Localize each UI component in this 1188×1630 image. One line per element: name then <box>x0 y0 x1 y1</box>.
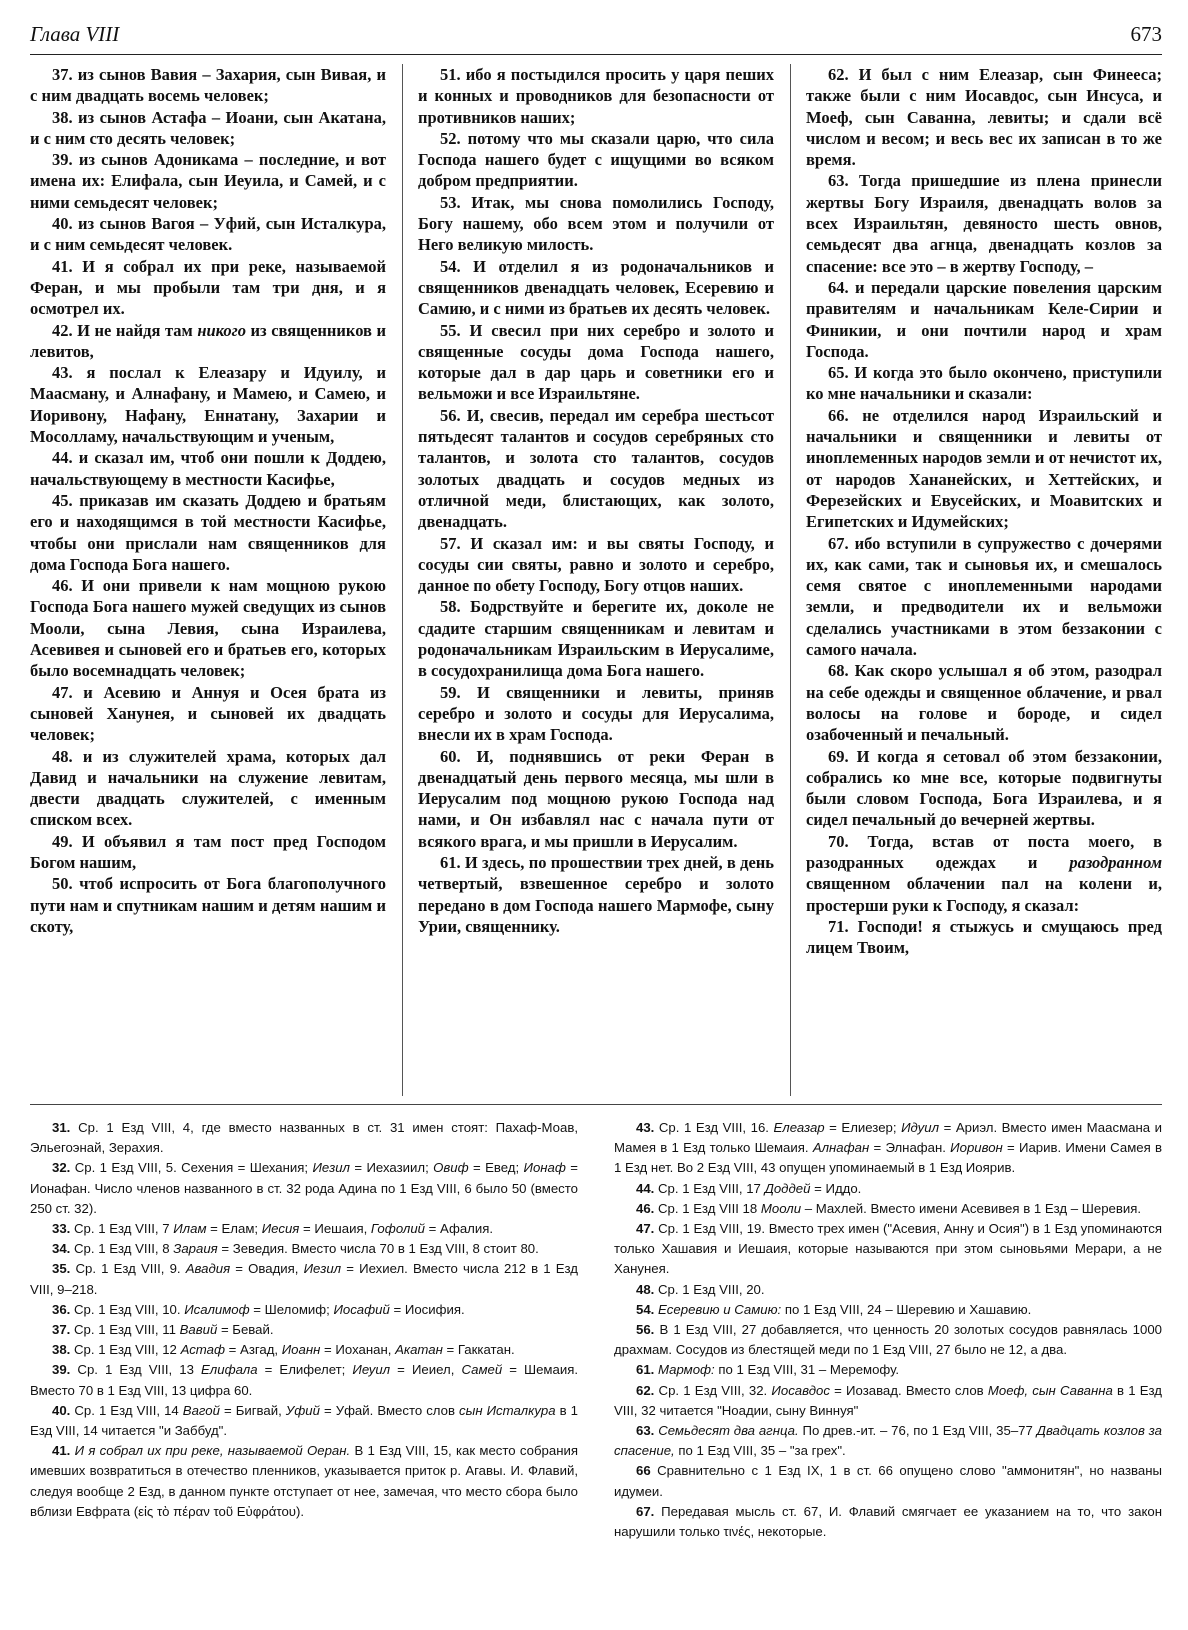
footnote-text: Ср. 1 Езд VIII, 13 <box>77 1362 202 1378</box>
verse <box>806 746 1162 831</box>
verse-text: и Асевию и Аннуя и Осея брата из сыновей Ханунея, и сыновей их двадцать человек; <box>30 682 386 745</box>
verse-text: из священников и левитов, <box>30 320 387 361</box>
footnote-text: Елеазар <box>773 1120 825 1135</box>
verse-number: 63. <box>828 171 849 191</box>
footnote-text: = Афалия. <box>425 1221 494 1237</box>
footnote-text: = Иосифия. <box>389 1301 465 1317</box>
footnote-text: = Иозавад. Вместо слов <box>829 1382 988 1398</box>
verse-text: Как скоро услышал я об этом, разодрал на себе одежды и священное облачение, и рвал волосы на голове и бороде, и сидел озабоченный и печальный. <box>806 661 1162 745</box>
footnote-number: 67. <box>636 1503 655 1519</box>
footnote-text: Ср. 1 Езд VIII, 8 <box>74 1241 174 1257</box>
column-divider <box>402 64 403 1096</box>
footnote-text: Сравнительно с 1 Езд IX, 1 в ст. 66 опущено слово "аммонитян", но названы идумеи. <box>614 1463 1162 1499</box>
verse-number: 60. <box>440 746 461 766</box>
footnote-text: сын Исталкура <box>459 1402 556 1418</box>
verse-text: И был с ним Елеазар, сын Финееса; также были с ним Иосавдос, сын Инсуса, и Моеф, сын Саванна, левиты; и сдали всё числом и весом; и весь вес их записан в то же время. <box>806 65 1162 170</box>
footnote-text: = Елифелет; <box>257 1362 353 1378</box>
verse-number: 69. <box>828 746 849 766</box>
text-column-2 <box>418 64 774 937</box>
footnote <box>614 1280 1162 1300</box>
page-number: 673 <box>1130 22 1162 46</box>
verse <box>418 533 774 597</box>
footnote-text: = Зеведия. Вместо числа 70 в 1 Езд VIII, 8 стоит 80. <box>217 1241 539 1257</box>
verse-number: 51. <box>440 65 461 84</box>
footnote-text: = Овадия, <box>230 1261 304 1277</box>
verse <box>806 170 1162 276</box>
verse-number: 61. <box>440 852 461 872</box>
verse-text: ибо вступили в супружество с дочерями их, как сами, так и сыновья их, и смешалось семя святое с иноплеменными народами земли, и предводители их и вельможи сделались участниками в этом беззаконии с самого начала. <box>806 533 1163 660</box>
verse <box>806 660 1162 745</box>
verse <box>418 682 774 746</box>
verse-text: и из служителей храма, которых дал Давид и начальники на служение левитам, двести двадцать служителей, с именным списком всех. <box>30 746 386 830</box>
verse-number: 45. <box>52 490 73 510</box>
footnote-text: = Шеломиф; <box>249 1301 334 1317</box>
footnote-text: Ср. 1 Езд VIII, 11 <box>74 1322 180 1338</box>
verse-text: священном облачении пал на колени и, простерши руки к Господу, я сказал: <box>806 874 1162 915</box>
verse-text: никого <box>197 320 246 340</box>
footnote-number: 36. <box>52 1301 71 1317</box>
verse-text: из сынов Вавия – Захария, сын Вивая, и с ним двадцать восемь человек; <box>30 65 386 106</box>
verse <box>418 128 774 192</box>
footnote-text: Идуил <box>901 1120 940 1135</box>
footnote-text: Мооли <box>760 1200 802 1216</box>
footnote-number: 39. <box>52 1362 71 1378</box>
footnote-text: по 1 Езд VIII, 31 – Меремофу. <box>714 1362 900 1378</box>
verse-text: И, свесив, передал им серебра шестьсот пятьдесят талантов и сосудов серебряных сто талантов, и золота сто талантов, сосудов золотых двадцать и сосудов медных из отличной меди, блистающих, как золото, двенадцать. <box>418 405 774 532</box>
verse <box>30 873 386 937</box>
verse <box>806 277 1162 362</box>
footnote <box>30 1340 578 1360</box>
verse <box>30 447 386 490</box>
footnote-text: Иосафий <box>333 1301 390 1317</box>
verse <box>30 320 386 363</box>
verse-text: из сынов Вагоя – Уфий, сын Исталкура, и с ним семьдесят человек. <box>30 214 387 255</box>
footnote-text: Илам <box>173 1221 207 1237</box>
footnote-number: 37. <box>52 1322 71 1338</box>
footnote-text: Ср. 1 Езд VIII, 5. Сехения = Шехания; <box>74 1160 313 1176</box>
footnote-text: Иесия <box>261 1221 300 1237</box>
footnote-text: Ср. 1 Езд VIII, 10. <box>74 1301 185 1317</box>
footnote-number: 32. <box>52 1160 71 1176</box>
footnote <box>30 1118 578 1158</box>
verse <box>30 107 386 150</box>
footnote-number: 44. <box>636 1180 655 1196</box>
footnote-text: Елифала <box>201 1362 258 1378</box>
footnote <box>614 1179 1162 1199</box>
main-text <box>30 64 1162 1090</box>
verse-text: Господи! я стыжусь и смущаюсь пред лицем Твоим, <box>806 916 1163 958</box>
footnotes-right <box>614 1118 1162 1542</box>
verse-number: 59. <box>440 682 461 702</box>
verse-text: и передали царские повеления царским правителям и начальникам Келе-Сирии и Финикии, и они почтили народ и храм Господа. <box>806 277 1162 361</box>
verse-number: 40. <box>52 214 73 234</box>
verse-number: 68. <box>828 661 849 681</box>
footnote <box>614 1118 1162 1179</box>
verse-number: 46. <box>52 576 73 596</box>
verse <box>30 490 386 575</box>
footnote-text: Иоривон <box>950 1140 1003 1156</box>
footnote-text: Иезил <box>312 1160 350 1176</box>
verse <box>30 746 386 831</box>
verse-number: 49. <box>52 831 73 851</box>
footnote-text: В 1 Езд VIII, 15, как место собрания имевших возвратиться в отечество пленников, указывается приток р. Агавы. И. Флавий, следуя вообще 2 Езд, в данном пункте отступает от нее, замечая, что место сбора было вблизи Евфрата (εἰς τὸ πέραν τοῦ Εὐφράτου). <box>30 1443 578 1519</box>
footnote-text: Иеуил <box>352 1362 391 1378</box>
footnotes-rule <box>30 1104 1162 1105</box>
text-column-3 <box>806 64 1162 958</box>
verse-text: я послал к Елеазару и Идуилу, и Маасману, и Алнафану, и Мамею, и Самею, и Иоривону, Нафану, Еннатану, Захарии и Мосолламу, начальствующим и ученым, <box>30 363 387 447</box>
footnote-text: = Элнафан. <box>869 1140 951 1156</box>
verse-text: Итак, мы снова помолились Господу, Богу нашему, обо всем этом и получили от Него великую милость. <box>418 192 774 255</box>
verse-number: 39. <box>52 150 73 170</box>
verse <box>418 596 774 681</box>
verse-number: 66. <box>828 405 849 425</box>
footnote-text: = Бевай. <box>217 1322 274 1338</box>
footnote-text: = Азгад, <box>225 1342 282 1358</box>
verse <box>418 320 774 405</box>
footnote-text: = Елиезер; <box>824 1120 902 1135</box>
footnote-number: 54. <box>636 1301 655 1317</box>
footnote <box>614 1421 1162 1461</box>
footnote-text: = Гаккатан. <box>442 1342 515 1358</box>
footnote <box>614 1381 1162 1421</box>
footnote-text: Вагой <box>182 1402 220 1418</box>
footnotes-left <box>30 1118 578 1522</box>
footnote-text: Гофолий <box>370 1221 426 1237</box>
verse-text: Тогда пришедшие из плена принесли жертвы Богу Израиля, двенадцать волов за всех Израильтян, девяносто шесть овнов, семьдесят два агнца, двенадцать козлов за спасение: все это – в жертву Господу, – <box>806 171 1163 276</box>
verse-text: И они привели к нам мощною рукою Господа Бога нашего мужей сведущих из сынов Мооли, сына Левия, сына Израилева, Асевивея и сыновей его и братьев его, которых было восемнадцать человек; <box>30 576 387 681</box>
verse-number: 47. <box>52 682 73 702</box>
footnote <box>614 1461 1162 1501</box>
footnote-number: 43. <box>636 1120 655 1135</box>
verse-number: 55. <box>440 320 461 340</box>
footnote-text: в 1 Езд VIII, 14 читается "и Заббуд". <box>30 1402 579 1439</box>
footnote-text: Зараия <box>173 1241 218 1257</box>
footnote <box>30 1158 578 1219</box>
verse-text: И сказал им: и вы святы Господу, и сосуды сии святы, равно и золото и серебро, данное по обету Господу, Богу отцов наших. <box>418 533 774 596</box>
verse-number: 58. <box>440 597 461 617</box>
footnote-text: Передавая мысль ст. 67, И. Флавий смягчает ее указанием на то, что закон нарушили только τινές, некоторые. <box>614 1503 1162 1540</box>
footnote <box>614 1502 1162 1542</box>
footnote-text: Двадцать козлов за спасение, <box>614 1423 1162 1459</box>
footnote-text: Алнафан <box>812 1140 870 1156</box>
footnote-text: Ср. 1 Езд VIII, 32. <box>658 1382 772 1398</box>
verse-text: ибо я постыдился просить у царя пеших и конных и проводников для безопасности от противников наших; <box>418 65 775 127</box>
footnote-text: = Иешаия, <box>299 1221 371 1237</box>
verse-text: потому что мы сказали царю, что сила Господа нашего будет с ищущими во всяком добром предприятии. <box>418 128 774 191</box>
verse-text: разодранном <box>1069 852 1162 872</box>
footnote <box>614 1320 1162 1360</box>
footnote-text: Ср. 1 Езд VIII, 16. <box>658 1120 774 1135</box>
footnote-number: 40. <box>52 1402 71 1418</box>
footnote-text: = Евед; <box>468 1160 524 1176</box>
footnote-text: Ср. 1 Езд VIII, 14 <box>74 1402 183 1418</box>
verse-text: И здесь, по прошествии трех дней, в день четвертый, взвешенное серебро и золото передано в дом Господа нашего Мармофе, сыну Урии, священнику. <box>418 852 775 936</box>
verse <box>30 575 386 681</box>
verse-text: не отделился народ Израильский и начальники и священники и левиты от иноплеменных народов земли и от нечистот их, от народов Хананейских, и Хеттейских, и Ферезейских и Евусейских, и Моавитских и Египетских и Идумейских; <box>806 405 1162 532</box>
verse-text: из сынов Адоникама – последние, и вот имена их: Елифала, сын Иеуила, и Самей, и с ними семьдесят человек; <box>30 150 386 212</box>
footnote-text: Ср. 1 Езд VIII, 17 <box>658 1180 765 1196</box>
verse-text: И отделил я из родоначальников и священников двенадцать человек, Есеревию и Самию, и с ними из братьев их десять человек. <box>418 256 774 319</box>
footnote <box>30 1401 578 1441</box>
verse-text: И не найдя там <box>77 320 198 340</box>
footnote <box>30 1320 578 1340</box>
footnote-text: Ср. 1 Езд VIII 18 <box>658 1200 761 1216</box>
verse <box>806 405 1162 533</box>
footnote-number: 33. <box>52 1221 71 1237</box>
footnote-text: Иосавдос <box>771 1382 830 1398</box>
verse-text: И когда это было окончено, приступили ко мне начальники и сказали: <box>806 363 1162 404</box>
verse-text: И священники и левиты, приняв серебро и золото и сосуды для Иерусалима, внесли их в храм Господа. <box>418 682 775 745</box>
footnote-number: 62. <box>636 1382 655 1398</box>
footnote-text: = Иддо. <box>810 1180 862 1196</box>
verse <box>418 746 774 852</box>
footnote-text: Мармоф: <box>658 1362 715 1378</box>
verse-number: 52. <box>440 128 461 148</box>
footnote-text: Иоанн <box>281 1342 321 1358</box>
footnote <box>614 1300 1162 1320</box>
footnote-text: = Елам; <box>206 1221 262 1237</box>
footnote-text: Самей <box>461 1362 503 1378</box>
footnote-text: По древ.-ит. – 76, по 1 Езд VIII, 35–77 <box>798 1423 1037 1439</box>
footnote-text: Ср. 1 Езд VIII, 7 <box>74 1221 174 1237</box>
footnote-text: Ср. 1 Езд VIII, 19. Вместо трех имен ("Асевия, Анну и Осия") в 1 Езд упоминаются только Хашавия и Иешаия, которые называются при этом сыновьями Мерари, а не Ханунея. <box>614 1221 1162 1277</box>
footnote-text: Ионаф <box>523 1160 566 1176</box>
footnote-text: Доддей <box>764 1180 811 1196</box>
verse-number: 42. <box>52 320 73 340</box>
footnote-text: по 1 Езд VIII, 35 – "за грех". <box>674 1443 846 1459</box>
footnote-text: В 1 Езд VIII, 27 добавляется, что ценность 20 золотых сосудов равнялась 1000 драхмам. Сосудов из блестящей меди по 1 Езд VIII, 27 было не 12, а два. <box>614 1322 1162 1358</box>
footnote-text: Есеревию и Самию: <box>658 1301 782 1317</box>
verse-number: 71. <box>828 916 849 936</box>
verse <box>30 362 386 447</box>
footnote-text: по 1 Езд VIII, 24 – Шеревию и Хашавию. <box>781 1301 1032 1317</box>
footnote-number: 38. <box>52 1342 71 1358</box>
verse <box>418 64 774 128</box>
footnote-text: И я собрал их при реке, называемой Оеран. <box>74 1443 351 1459</box>
verse <box>418 192 774 256</box>
verse <box>30 213 386 256</box>
text-column-1 <box>30 64 386 937</box>
verse <box>418 852 774 937</box>
verse-text: И свесил при них серебро и золото и священные сосуды дома Господа нашего, которые дал в дар царь и советники его и вельможи и все Израильтяне. <box>418 320 775 404</box>
footnote <box>614 1199 1162 1219</box>
footnote-text: Ср. 1 Езд VIII, 4, где вместо названных в ст. 31 имен стоят: Пахаф-Моав, Эльегоэнай, Зерахия. <box>30 1120 578 1156</box>
verse-text: И, поднявшись от реки Феран в двенадцатый день первого месяца, мы шли в Иерусалим под мощною рукою Господа над нами, и Он избавлял нас с начала пути от всякого врага, и мы пришли в Иерусалим. <box>418 746 774 851</box>
footnote-text: Астаф <box>180 1342 225 1358</box>
footnote-number: 46. <box>636 1200 655 1216</box>
footnote-number: 61. <box>636 1362 655 1378</box>
footnote <box>30 1360 578 1400</box>
verse-number: 50. <box>52 874 73 894</box>
footnote-number: 48. <box>636 1281 655 1297</box>
verse <box>806 533 1162 661</box>
footnote-text: = Шемаия. Вместо 70 в 1 Езд VIII, 13 цифра 60. <box>30 1362 579 1398</box>
footnote-text: = Уфай. Вместо слов <box>319 1402 460 1418</box>
footnote-text: в 1 Езд VIII, 32 читается "Ноадии, сыну Виннуя" <box>614 1382 1162 1418</box>
footnote-text: = Иарив. Имени Самея в 1 Езд нет. Во 2 Езд VIII, 43 опущен упоминаемый в 1 Езд Иоярив. <box>614 1140 1162 1176</box>
verse-number: 37. <box>52 65 73 84</box>
footnote-text: Исалимоф <box>184 1301 250 1317</box>
footnote <box>30 1300 578 1320</box>
footnote-text: = Ионафан. Число членов названного в ст. 32 рода Адина по 1 Езд VIII, 6 было 50 (вместо 250 ст. 32). <box>30 1160 578 1216</box>
footnote-number: 66 <box>636 1463 651 1479</box>
verse-number: 67. <box>828 533 849 553</box>
footnote-text: Ср. 1 Езд VIII, 12 <box>74 1342 181 1358</box>
footnote-text: Ср. 1 Езд VIII, 20. <box>658 1281 765 1297</box>
column-divider <box>790 64 791 1096</box>
footnote-text: = Иехазиил; <box>350 1160 434 1176</box>
verse-number: 53. <box>440 192 461 212</box>
verse-number: 44. <box>52 448 73 468</box>
verse-number: 65. <box>828 363 849 383</box>
verse <box>806 831 1162 916</box>
verse-number: 38. <box>52 107 73 127</box>
footnote-text: = Иеиел, <box>390 1362 462 1378</box>
verse <box>30 149 386 213</box>
footnote-text: Уфий <box>285 1402 320 1418</box>
footnote-number: 34. <box>52 1241 71 1257</box>
verse <box>418 405 774 533</box>
footnote-text: Авадия <box>185 1261 231 1277</box>
verse-text: из сынов Астафа – Иоани, сын Акатана, и с ним сто десять человек; <box>30 107 386 148</box>
verse-number: 43. <box>52 363 73 383</box>
verse-number: 62. <box>828 65 849 84</box>
footnote-text: Семьдесят два агнца. <box>658 1423 799 1439</box>
footnote-text: = Иоханан, <box>320 1342 396 1358</box>
verse <box>806 362 1162 405</box>
verse <box>30 831 386 874</box>
footnote-number: 31. <box>52 1120 71 1135</box>
verse-number: 56. <box>440 405 461 425</box>
verse <box>806 64 1162 170</box>
footnote-number: 35. <box>52 1261 71 1277</box>
verse-text: чтоб испросить от Бога благополучного пути нам и спутникам нашим и детям нашим и скоту, <box>30 874 386 936</box>
footnote-text: Ср. 1 Езд VIII, 9. <box>75 1261 186 1277</box>
verse-number: 48. <box>52 746 73 766</box>
footnote <box>614 1219 1162 1280</box>
footnote-number: 47. <box>636 1221 655 1237</box>
verse-number: 41. <box>52 256 73 276</box>
footnote <box>614 1360 1162 1380</box>
verse-text: и сказал им, чтоб они пошли к Доддею, начальствующему в местности Касифье, <box>30 448 386 489</box>
chapter-title: Глава VIII <box>30 22 120 46</box>
verse-number: 70. <box>828 831 849 851</box>
footnote-text: – Махлей. Вместо имени Асевивея в 1 Езд – Шеревия. <box>801 1200 1142 1216</box>
footnote-text: Вавий <box>179 1322 218 1338</box>
footnote-text: Иезил <box>303 1261 342 1277</box>
verse-text: Бодрствуйте и берегите их, доколе не сдадите старшим священникам и левитам и родоначальникам Израильским в Иерусалиме, в сосудохранилища дома Бога нашего. <box>418 597 775 681</box>
footnote <box>30 1259 578 1299</box>
footnote-text: = Иехиел. Вместо числа 212 в 1 Езд VIII, 9–218. <box>30 1261 578 1297</box>
verse <box>418 256 774 320</box>
footnote-number: 41. <box>52 1443 71 1459</box>
footnote-text: = Ариэл. Вместо имен Маасмана и Мамея в 1 Езд только Шемаия. <box>614 1120 1162 1156</box>
footnote-text: Акатан <box>395 1342 443 1358</box>
verse-text: И я собрал их при реке, называемой Феран, и мы пробыли там три дня, и я осмотрел их. <box>30 256 387 319</box>
footnote <box>30 1441 578 1522</box>
verse <box>30 256 386 320</box>
verse-text: приказав им сказать Доддею и братьям его и находящимся в той местности Касифье, чтобы они прислали нам священников для дома Господа Бога нашего. <box>30 490 387 574</box>
verse-number: 57. <box>440 533 461 553</box>
verse <box>30 64 386 107</box>
footnote <box>30 1239 578 1259</box>
verse-number: 54. <box>440 256 461 276</box>
verse-text: И когда я сетовал об этом беззаконии, собрались ко мне все, которые подвигнуты были словом Господа, Бога Израилева, и я сидел печальный до вечерней жертвы. <box>806 746 1163 830</box>
verse-text: Тогда, встав от поста моего, в разодранных одеждах и <box>806 831 1163 872</box>
verse <box>806 916 1162 959</box>
footnote-number: 56. <box>636 1322 655 1338</box>
footnote-text: = Бигвай, <box>219 1402 286 1418</box>
page-header <box>30 18 1162 55</box>
footnote-text: Овиф <box>433 1160 469 1176</box>
footnote-text: Моеф, сын Саванна <box>987 1382 1113 1398</box>
verse-number: 64. <box>828 277 849 297</box>
verse-text: И объявил я там пост пред Господом Богом нашим, <box>30 831 386 872</box>
verse <box>30 682 386 746</box>
footnote-number: 63. <box>636 1423 655 1439</box>
footnote <box>30 1219 578 1239</box>
